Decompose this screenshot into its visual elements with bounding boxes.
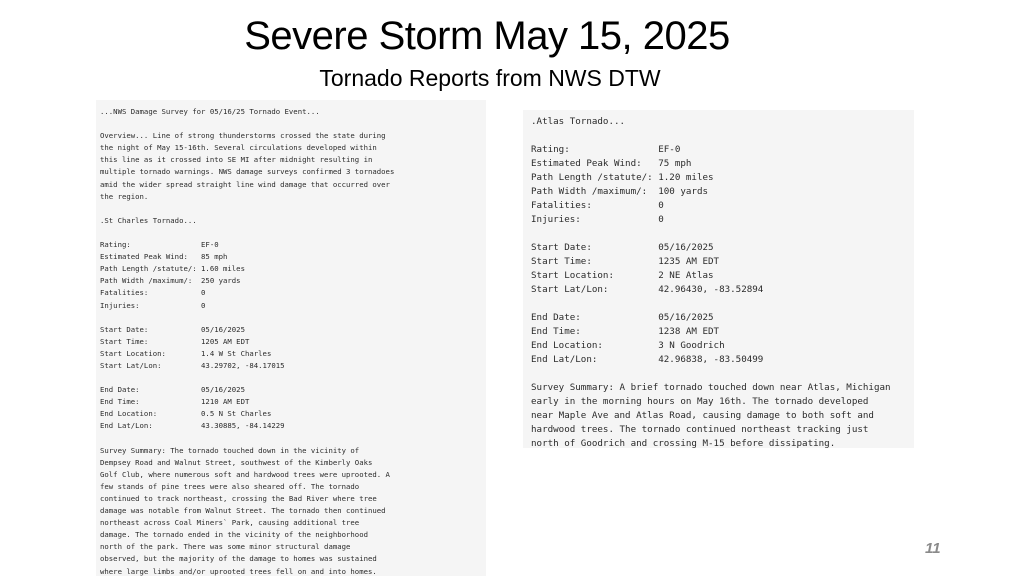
- report-line: Rating: EF-0: [531, 144, 681, 155]
- report-line: north of the park. There was some minor structural damage: [100, 542, 351, 552]
- page-number: 11: [925, 540, 941, 557]
- report-line: the region.: [100, 191, 149, 201]
- report-line: northeast across Coal Miners` Park, causing additional tree: [100, 518, 360, 528]
- report-line: Fatalities: 0: [100, 288, 206, 298]
- report-line: [100, 433, 482, 445]
- st-charles-survey-text: [96, 100, 486, 576]
- report-line: End Time: 1210 AM EDT: [100, 397, 250, 407]
- report-line: Start Location: 1.4 W St Charles: [100, 348, 272, 358]
- report-line: End Location: 3 N Goodrich: [531, 340, 725, 351]
- atlas-survey-text: [523, 110, 914, 448]
- report-line: End Date: 05/16/2025: [100, 385, 245, 395]
- report-line: [100, 203, 482, 215]
- report-line: [100, 312, 482, 324]
- report-line: damage was notable from Walnut Street. The tornado then continued: [100, 506, 386, 516]
- report-line: Path Width /maximum/: 250 yards: [100, 276, 241, 286]
- report-line: damage. The tornado ended in the vicinity of the neighborhood: [100, 530, 368, 540]
- report-line: this line as it crossed into SE MI after midnight resulting in: [100, 155, 373, 165]
- report-line: [100, 227, 482, 239]
- report-line: ...NWS Damage Survey for 05/16/25 Tornado Event...: [100, 107, 320, 116]
- report-line: where large limbs and/or uprooted trees fell on and into homes.: [100, 566, 377, 576]
- report-line: Survey Summary: A brief tornado touched down near Atlas, Michigan: [531, 382, 891, 393]
- report-line: north of Goodrich and crossing M-15 before dissipating.: [531, 438, 836, 448]
- report-line: Fatalities: 0: [531, 200, 664, 211]
- report-line: multiple tornado warnings. NWS damage surveys confirmed 3 tornadoes: [100, 167, 395, 177]
- report-line: Start Location: 2 NE Atlas: [531, 270, 714, 281]
- report-line: amid the wider spread straight line wind damage that occurred over: [100, 179, 390, 189]
- report-line: Injuries: 0: [531, 214, 664, 225]
- report-line: Golf Club, where numerous soft and hardwood trees were uprooted. A: [100, 469, 390, 479]
- report-line: Start Date: 05/16/2025: [100, 324, 245, 334]
- report-line: [531, 297, 910, 311]
- report-line: End Location: 0.5 N St Charles: [100, 409, 272, 419]
- report-line: Estimated Peak Wind: 85 mph: [100, 252, 228, 262]
- report-line: End Time: 1238 AM EDT: [531, 326, 720, 337]
- report-line: Overview... Line of strong thunderstorms crossed the state during: [100, 131, 386, 141]
- report-line: Dempsey Road and Walnut Street, southwest of the Kimberly Oaks: [100, 457, 373, 467]
- report-line: Start Time: 1205 AM EDT: [100, 336, 250, 346]
- report-line: hardwood trees. The tornado continued northeast tracking just: [531, 424, 869, 435]
- report-line: early in the morning hours on May 16th. The tornado developed: [531, 396, 869, 407]
- report-line: End Date: 05/16/2025: [531, 312, 714, 323]
- report-line: Start Date: 05/16/2025: [531, 242, 714, 253]
- report-line: Path Length /statute/: 1.60 miles: [100, 264, 245, 274]
- report-line: the night of May 15-16th. Several circulations developed within: [100, 143, 377, 153]
- report-line: [531, 129, 910, 143]
- report-line: [100, 372, 482, 384]
- report-line: Path Length /statute/: 1.20 miles: [531, 172, 714, 183]
- report-line: [531, 367, 910, 381]
- report-line: Estimated Peak Wind: 75 mph: [531, 158, 692, 169]
- report-line: .St Charles Tornado...: [100, 215, 197, 225]
- slide-subtitle: Tornado Reports from NWS DTW: [319, 65, 661, 91]
- report-line: [531, 227, 910, 241]
- report-line: .Atlas Tornado...: [531, 116, 626, 127]
- report-line: near Maple Ave and Atlas Road, causing damage to both soft and: [531, 410, 874, 421]
- report-line: Path Width /maximum/: 100 yards: [531, 186, 709, 197]
- report-line: few stands of pine trees were also sheared off. The tornado: [100, 481, 360, 491]
- report-line: continued to track northeast, crossing the Bad River where tree: [100, 494, 377, 503]
- report-line: observed, but the majority of the damage to homes was sustained: [100, 554, 377, 564]
- report-line: Injuries: 0: [100, 300, 206, 310]
- report-line: End Lat/Lon: 43.30885, -84.14229: [100, 421, 285, 431]
- report-line: Survey Summary: The tornado touched down in the vicinity of: [100, 445, 360, 455]
- report-line: Start Lat/Lon: 43.29702, -84.17015: [100, 360, 285, 370]
- slide-title: Severe Storm May 15, 2025: [244, 14, 730, 58]
- report-line: Rating: EF-0: [100, 240, 219, 250]
- report-line: End Lat/Lon: 42.96838, -83.50499: [531, 354, 764, 365]
- report-line: Start Lat/Lon: 42.96430, -83.52894: [531, 284, 764, 295]
- report-line: [100, 118, 482, 130]
- report-line: Start Time: 1235 AM EDT: [531, 256, 720, 267]
